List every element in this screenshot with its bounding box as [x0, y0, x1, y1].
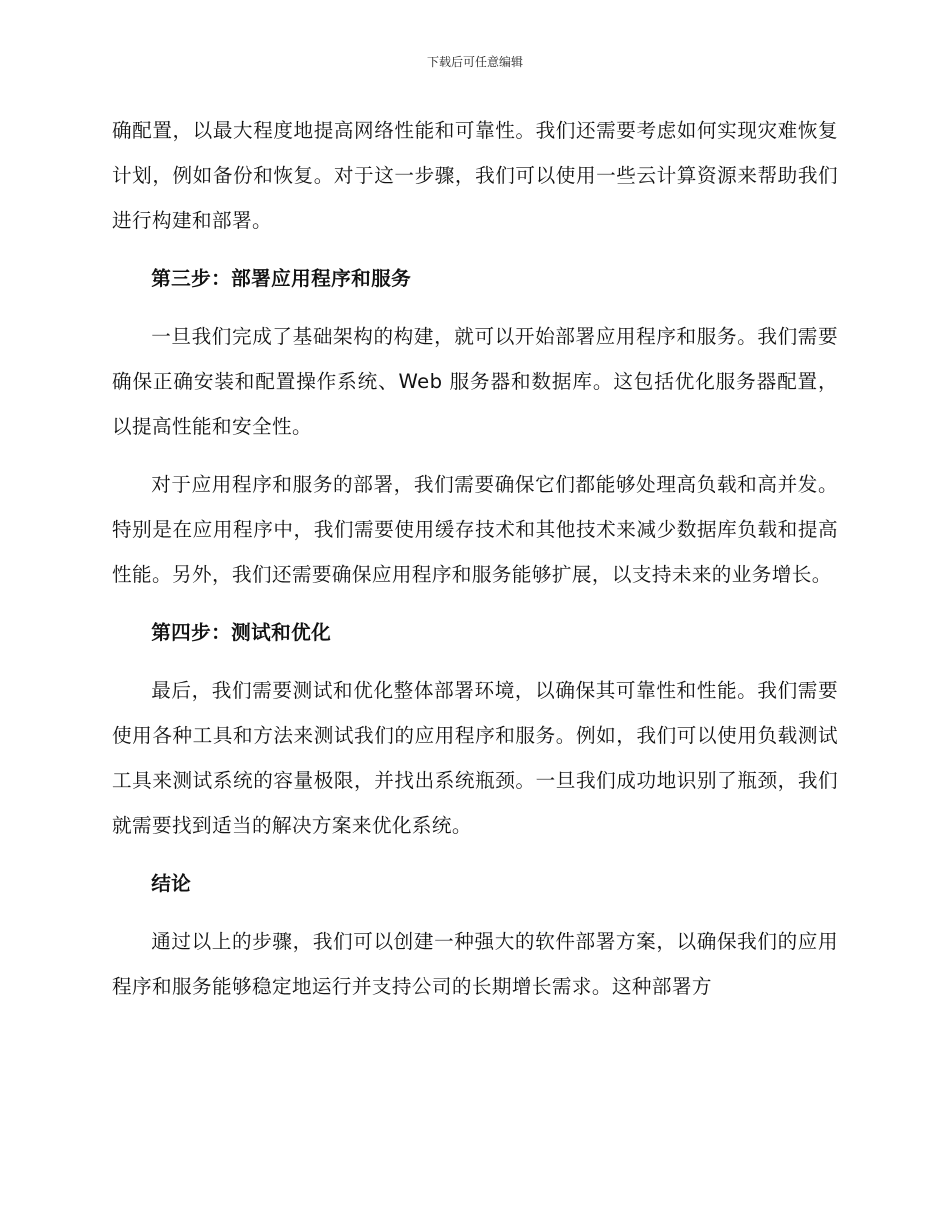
paragraph-testing: 最后，我们需要测试和优化整体部署环境，以确保其可靠性和性能。我们需要使用各种工具和方法来测试我们的应用程序和服务。例如，我们可以使用负载测试工具来测试系统的容量极限，并找出系统瓶颈。一旦我们成功地识别了瓶颈，我们就需要找到适当的解决方案来优化系统。 [112, 679, 838, 837]
paragraph-continued: 确配置，以最大程度地提高网络性能和可靠性。我们还需要考虑如何实现灾难恢复计划，例如备份和恢复。对于这一步骤，我们可以使用一些云计算资源来帮助我们进行构建和部署。 [112, 119, 838, 232]
section-heading-step4: 第四步：测试和优化 [151, 621, 332, 644]
section-heading-step3: 第三步：部署应用程序和服务 [151, 267, 412, 290]
document-body [112, 108, 838, 1022]
paragraph-high-load: 对于应用程序和服务的部署，我们需要确保它们都能够处理高负载和高并发。特别是在应用程序中，我们需要使用缓存技术和其他技术来减少数据库负载和提高性能。另外，我们还需要确保应用程序和服务能够扩展，以支持未来的业务增长。 [112, 473, 838, 586]
paragraph-deploy-apps: 一旦我们完成了基础架构的构建，就可以开始部署应用程序和服务。我们需要确保正确安装和配置操作系统、Web 服务器和数据库。这包括优化服务器配置，以提高性能和安全性。 [112, 325, 838, 438]
paragraph-conclusion: 通过以上的步骤，我们可以创建一种强大的软件部署方案，以确保我们的应用程序和服务能够稳定地运行并支持公司的长期增长需求。这种部署方 [112, 930, 838, 998]
page-header: 下载后可任意编辑 [426, 55, 523, 69]
section-heading-conclusion: 结论 [151, 872, 192, 895]
